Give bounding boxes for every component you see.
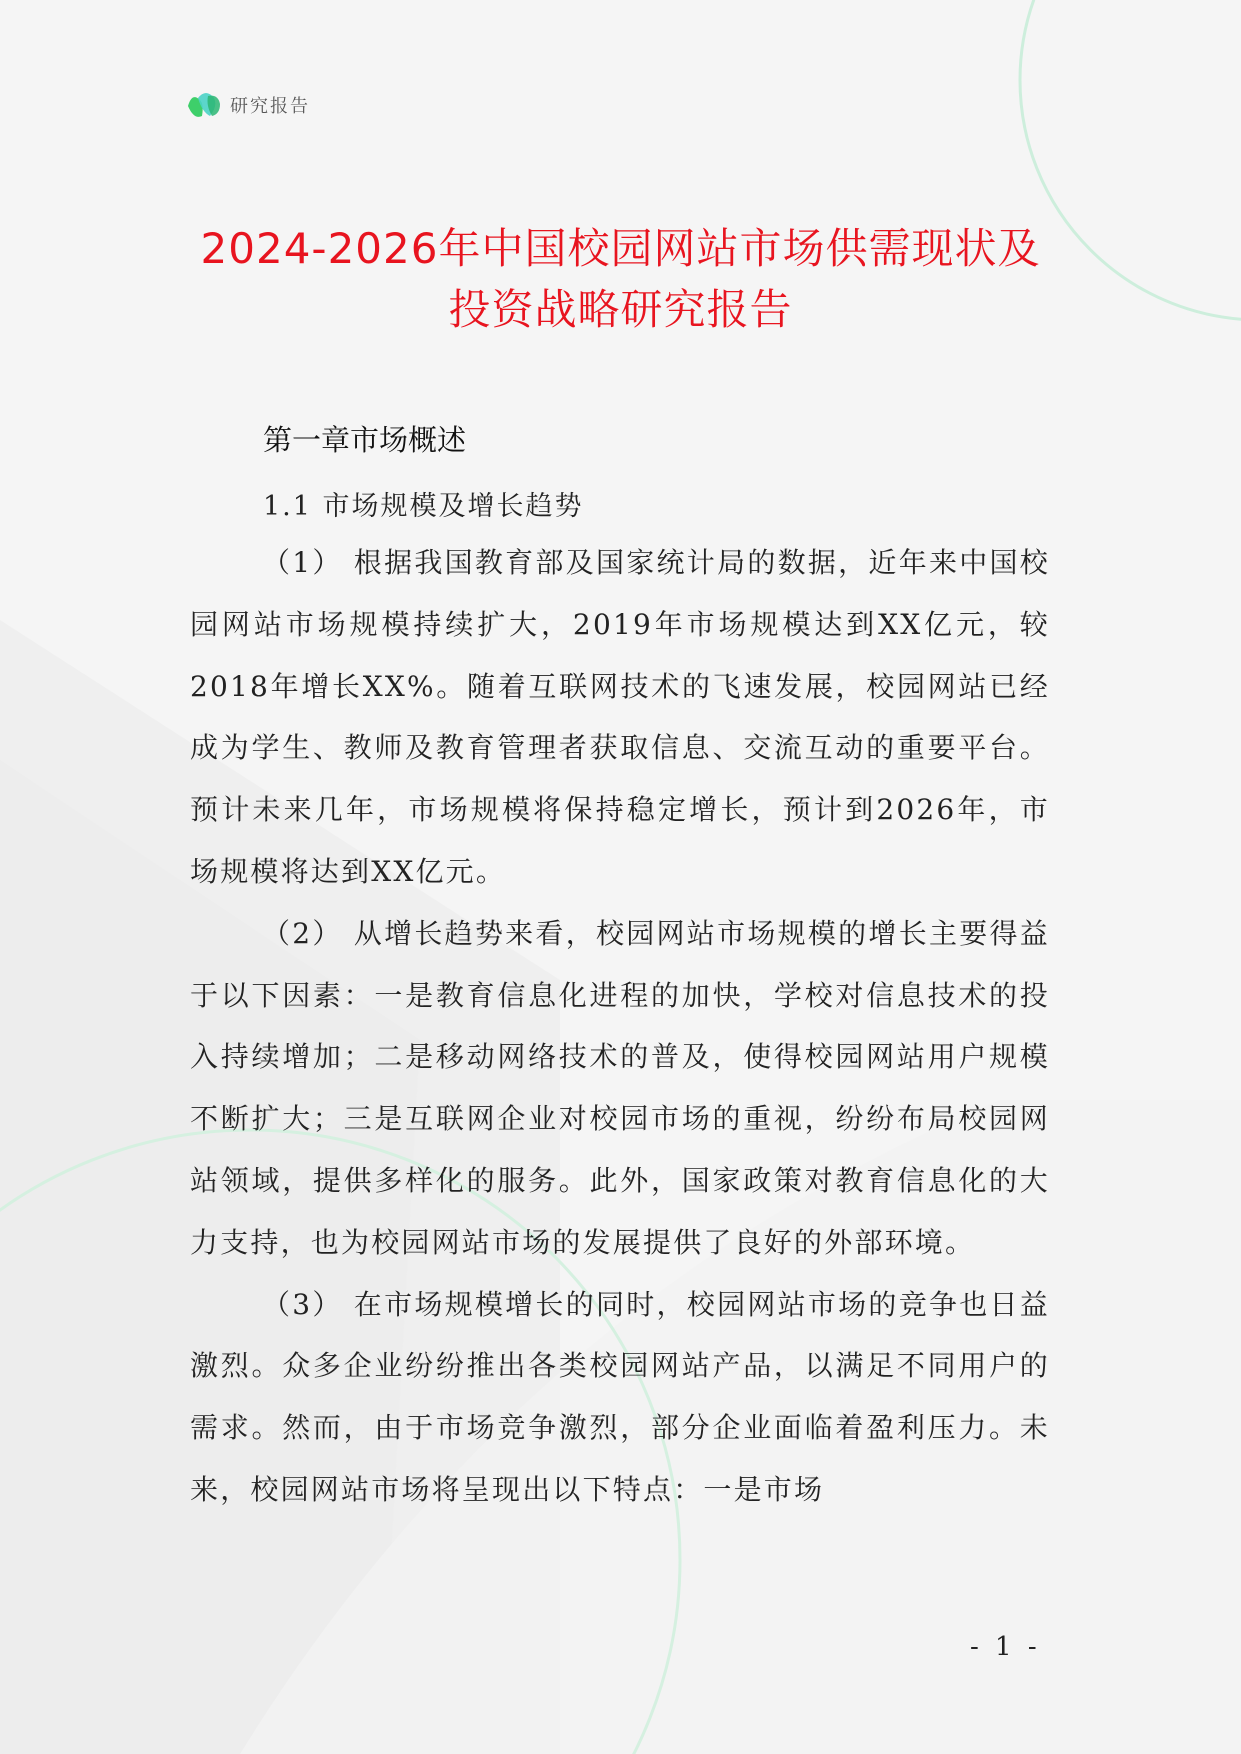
page-number: - 1 - bbox=[970, 1632, 1041, 1662]
title-line-1: 2024-2026年中国校园网站市场供需现状及 bbox=[200, 224, 1041, 273]
body-text bbox=[190, 532, 1050, 1521]
paragraph-1: （1） 根据我国教育部及国家统计局的数据，近年来中国校园网站市场规模持续扩大，2019年市场规模达到XX亿元，较2018年增长XX%。随着互联网技术的飞速发展，校园网站已经成为学生、教师及教育管理者获取信息、交流互动的重要平台。预计未来几年，市场规模将保持稳定增长，预计到2026年，市场规模将达到XX亿元。 bbox=[190, 546, 1050, 888]
brand-text: 研究报告 bbox=[230, 96, 310, 117]
section-heading: 1.1 市场规模及增长趋势 bbox=[263, 491, 584, 522]
paragraph-2: （2） 从增长趋势来看，校园网站市场规模的增长主要得益于以下因素：一是教育信息化进程的加快，学校对信息技术的投入持续增加；二是移动网络技术的普及，使得校园网站用户规模不断扩大；三是互联网企业对校园市场的重视，纷纷布局校园网站领域，提供多样化的服务。此外，国家政策对教育信息化的大力支持，也为校园网站市场的发展提供了良好的外部环境。 bbox=[190, 916, 1050, 1259]
paragraph-3: （3） 在市场规模增长的同时，校园网站市场的竞争也日益激烈。众多企业纷纷推出各类校园网站产品，以满足不同用户的需求。然而，由于市场竞争激烈，部分企业面临着盈利压力。未来，校园网站市场将呈现出以下特点：一是市场 bbox=[190, 1287, 1050, 1506]
chapter-heading: 第一章市场概述 bbox=[263, 423, 467, 457]
document-title bbox=[150, 218, 1091, 340]
brand-logo-icon bbox=[186, 90, 222, 120]
title-line-2: 投资战略研究报告 bbox=[448, 285, 793, 334]
header-brand bbox=[186, 90, 310, 120]
